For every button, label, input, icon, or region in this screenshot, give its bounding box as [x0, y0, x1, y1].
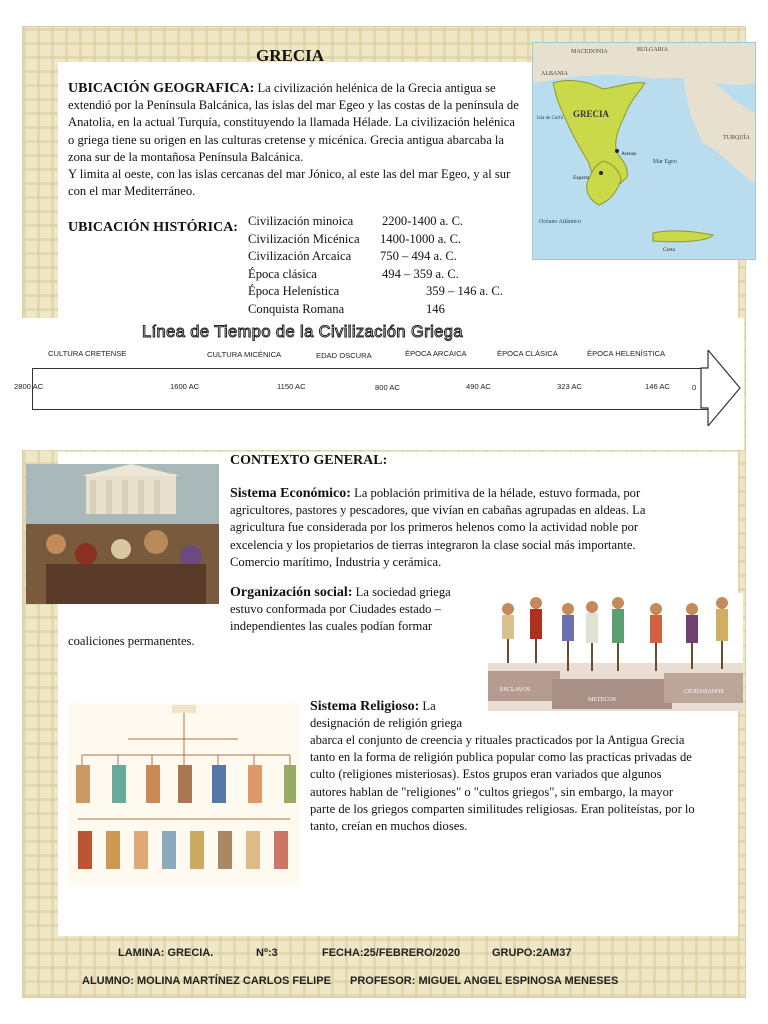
timeline-period: ÉPOCA HELENÍSTICA: [587, 349, 666, 358]
map-label-turquia: TURQUÍA: [723, 135, 750, 141]
footer-lamina: LAMINA: GRECIA.: [118, 947, 214, 959]
greek-gods-tree: [68, 703, 300, 885]
map-label-macedonia: MACEDONIA: [571, 49, 608, 55]
gods-tree-image: [68, 703, 300, 885]
social-label-metecos: METECOS: [588, 697, 617, 703]
map-label-bulgaria: BULGARIA: [637, 47, 668, 53]
social-heading: Organización social:: [230, 585, 353, 600]
timeline-title: Línea de Tiempo de la Civilización Griega: [142, 323, 463, 341]
footer-numero: Nº:3: [256, 947, 278, 959]
timeline-date: 490 AC: [466, 382, 491, 391]
social-label-ciudadanos: CIUDADANOS: [684, 689, 724, 695]
social-section: [230, 584, 468, 636]
hist-name: Conquista Romana: [248, 301, 345, 316]
religioso-section: [310, 698, 485, 732]
contexto-heading: CONTEXTO GENERAL:: [230, 453, 388, 468]
hist-name: Civilización minoica: [248, 214, 354, 228]
hist-date: 1400-1000 a. C.: [380, 231, 462, 246]
footer-profesor: PROFESOR: MIGUEL ANGEL ESPINOSA MENESES: [350, 975, 619, 987]
timeline-arrow-icon: [700, 350, 744, 426]
hist-date: 146: [426, 301, 445, 316]
timeline-period: ÉPOCA CLÁSICA: [497, 349, 558, 358]
geo-heading: UBICACIÓN GEOGRAFICA:: [68, 81, 255, 96]
timeline-date: 323 AC: [557, 382, 582, 391]
social-label-esclavos: ESCLAVOS: [500, 687, 531, 693]
economico-section: [230, 485, 686, 571]
timeline-period: ÉPOCA ARCAICA: [405, 349, 467, 358]
timeline-date: 800 AC: [375, 383, 400, 392]
timeline-period: CULTURA CRETENSE: [48, 349, 127, 358]
economico-text: La población primitiva de la hélade, estuvo formada, por agricultores, pastores y pescadores, que vivían en cabañas agrupadas en aldeas. La agricultura fue considerada por los primeros helenos como la actividad noble por excelencia y los propietarios de tierras integraron la clase social más importante. Comercio marítimo, Industria y cerámica.: [230, 486, 646, 569]
hist-name: Civilización Micénica: [248, 231, 360, 246]
hist-name: Civilización Arcaica: [248, 249, 352, 263]
social-text-2: coaliciones permanentes.: [68, 634, 195, 648]
footer-alumno: ALUMNO: MOLINA MARTÍNEZ CARLOS FELIPE: [82, 975, 331, 987]
hist-date: 359 – 146 a. C.: [426, 284, 503, 298]
painting-image: [26, 464, 219, 604]
map-label-creta: Creta: [663, 247, 675, 253]
map-label-atenas: Atenas: [621, 151, 637, 157]
timeline-date: 2800 AC: [14, 382, 44, 391]
hist-date: 750 – 494 a. C.: [380, 249, 457, 263]
page-title: GRECIA: [256, 46, 325, 65]
timeline-date: 0: [692, 383, 697, 392]
social-classes-illustration: [488, 593, 743, 711]
geo-text-2: Y limita al oeste, con las islas cercanas del mar Jónico, al este las del mar Egeo, y al sur con el mar Mediterráneo.: [68, 167, 511, 199]
map-label-corfu: Isla de Corfú: [537, 116, 564, 121]
map-label-albania: ALBANIA: [541, 71, 568, 77]
timeline-date: 1600 AC: [170, 382, 200, 391]
religioso-text-2: abarca el conjunto de creencia y rituales practicados por la Antigua Grecia tanto en la forma de religión publica popular como las practicas privadas de culto (religiones misteriosas). Estos grupos eran variados que algunos autores hablan de "religiones" o "cultos griegos", sin embargo, la mayor parte de los griegos comparten similitudes religiosas. Eran politeístas, por lo tanto, creían en muchos dioses.: [310, 733, 695, 834]
acropolis-painting: [26, 464, 219, 604]
hist-heading: UBICACIÓN HISTÓRICA:: [68, 220, 238, 235]
hist-name: Época clásica: [248, 266, 317, 281]
hist-name: Época Helenística: [248, 284, 340, 298]
timeline-period: EDAD OSCURA: [316, 351, 372, 360]
map-label-oceano: Océano Atlántico: [539, 219, 581, 225]
map-label-mar-egeo: Mar Egeo: [653, 159, 677, 165]
religioso-heading: Sistema Religioso:: [310, 699, 420, 714]
greece-map: [532, 42, 756, 260]
hist-date: 494 – 359 a. C.: [382, 266, 459, 281]
economico-heading: Sistema Económico:: [230, 486, 351, 501]
religioso-text: La designación de religión griega: [310, 699, 463, 731]
social-classes-image: [488, 593, 743, 711]
timeline-date: 1150 AC: [277, 382, 306, 391]
map-label-esparta: Esparta: [573, 175, 590, 181]
timeline-bar: [32, 368, 710, 410]
greece-map-image: [533, 43, 755, 259]
map-label-grecia: GRECIA: [573, 109, 610, 119]
timeline-date: 146 AC: [645, 382, 670, 391]
geo-section: [68, 80, 524, 200]
timeline-period: CULTURA MICÉNICA: [207, 350, 282, 359]
footer-fecha: FECHA:25/FEBRERO/2020: [322, 947, 461, 959]
footer-grupo: GRUPO:2AM37: [492, 947, 572, 959]
social-text: La sociedad griega estuvo conformada por Ciudades estado – independientes las cuales podían formar: [230, 585, 451, 634]
hist-date: 2200-1400 a. C.: [382, 214, 464, 228]
geo-text: La civilización helénica de la Grecia antigua se extendió por la Península Balcánica, las islas del mar Egeo y las costas de la península de Anatolia, en la actual Turquía, constituyendo la llamada Hélade. La civilización helénica o griega tiene su origen en las culturas cretense y micénica. Grecia antigua abarcaba la zona sur de la montañosa Península Balcánica.: [68, 81, 519, 164]
